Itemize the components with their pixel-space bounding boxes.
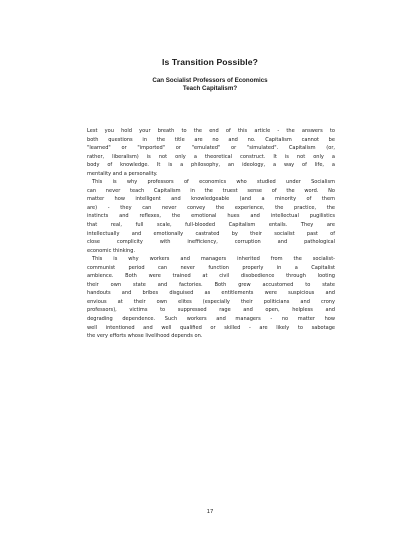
text-line: communist period can never function properly in a Capitalist — [87, 264, 335, 271]
text-line: their own state and factories. Both grew accustomed to state — [87, 281, 335, 288]
text-line: rather, liberalism) is not only a theoretical construct. It is not only a — [87, 153, 335, 160]
page-number: 17 — [206, 509, 214, 515]
page-title: Is Transition Possible? — [162, 57, 258, 67]
paragraph — [87, 255, 335, 340]
text-line: the very efforts whose livelihood depends on. — [87, 333, 203, 340]
text-line: matter how intelligent and knowledgeable (and a minority of them — [87, 196, 335, 203]
text-line: close complicity with inefficiency, corruption and pathological — [87, 239, 335, 246]
article-body — [87, 127, 335, 341]
subtitle-line: Can Socialist Professors of Economics — [152, 77, 268, 84]
paragraph — [87, 127, 335, 178]
paragraph — [87, 178, 335, 255]
text-line: This is why workers and managers inherited from the socialist- — [92, 256, 335, 263]
text-line: professors), victims to suppressed rage and open, helpless and — [87, 307, 335, 314]
text-line: Lest you hold your breath to the end of this article - the answers to — [87, 128, 335, 134]
text-line: instincts and reflexes, the emotional hues and intellectual pugilistics — [87, 213, 335, 220]
text-line: intellectually and emotionally castrated by their socialist past of — [87, 230, 335, 237]
text-line: that real, full scale, full-blooded Capitalism entails. They are — [87, 222, 335, 229]
subtitle-line: Teach Capitalism? — [182, 85, 238, 93]
text-line: are) - they can never convey the experience, the practice, the — [87, 204, 335, 211]
text-line: ambience. Both were trained at civil disobedience through looting — [87, 273, 335, 280]
subtitle — [0, 77, 420, 93]
text-line: handouts and bribes disguised as entitlements were suspicious and — [87, 290, 335, 297]
text-line: economic thinking. — [87, 247, 136, 254]
text-line: "learned" or "imported" or "emulated" or "simulated". Capitalism (or, — [87, 145, 335, 152]
text-line: body of knowledge. It is a philosophy, an ideology, a way of life, a — [87, 162, 335, 169]
text-line: This is why professors of economics who studied under Socialism — [92, 179, 335, 186]
text-line: can never teach Capitalism in the truest sense of the word. No — [87, 187, 335, 194]
text-line: degrading dependence. Such workers and managers - no matter how — [87, 316, 335, 323]
text-line: mentality and a personality. — [87, 170, 158, 177]
text-line: both questions in the title are no and no. Capitalism cannot be — [87, 136, 335, 143]
text-line: envious at their own elites (especially their politicians and crony — [87, 298, 335, 305]
text-line: well intentioned and well qualified or skilled - are likely to sabotage — [87, 324, 335, 331]
